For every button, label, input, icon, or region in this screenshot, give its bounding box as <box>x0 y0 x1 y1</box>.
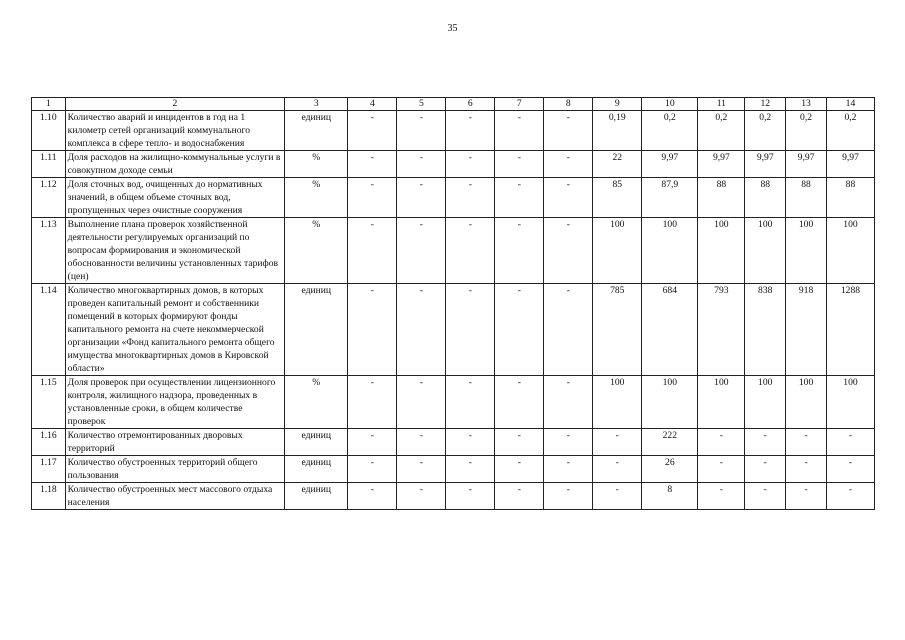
table-row <box>32 376 875 429</box>
value-cell: - <box>745 429 786 456</box>
column-header: 9 <box>593 98 642 111</box>
column-header: 12 <box>745 98 786 111</box>
unit-cell: единиц <box>285 456 348 483</box>
value-cell: 26 <box>642 456 698 483</box>
value-cell: 88 <box>745 178 786 218</box>
value-cell: - <box>544 483 593 510</box>
value-cell: - <box>348 218 397 284</box>
value-cell: - <box>745 456 786 483</box>
value-cell: - <box>446 284 495 376</box>
table-row <box>32 151 875 178</box>
value-cell: 85 <box>593 178 642 218</box>
unit-cell: единиц <box>285 284 348 376</box>
value-cell: - <box>593 456 642 483</box>
value-cell: - <box>446 429 495 456</box>
unit-cell: единиц <box>285 483 348 510</box>
value-cell: - <box>495 218 544 284</box>
value-cell: - <box>593 483 642 510</box>
value-cell: - <box>698 483 745 510</box>
column-header: 14 <box>826 98 874 111</box>
indicators-table <box>31 97 875 510</box>
value-cell: - <box>348 178 397 218</box>
value-cell: 100 <box>826 218 874 284</box>
value-cell: 9,97 <box>786 151 827 178</box>
unit-cell: % <box>285 178 348 218</box>
table-row <box>32 456 875 483</box>
indicator-name: Количество многоквартирных домов, в которых проведен капитальный ремонт и собственники помещений в которых формируют фонды капитального ремонта на счете некоммерческой организации «Фонд капитального ремонта общего имущества многоквартирных домов в Кировской области» <box>65 284 284 376</box>
value-cell: 0,2 <box>786 111 827 151</box>
value-cell: - <box>495 483 544 510</box>
value-cell: 88 <box>698 178 745 218</box>
value-cell: - <box>397 178 446 218</box>
value-cell: 9,97 <box>698 151 745 178</box>
value-cell: - <box>544 218 593 284</box>
value-cell: 9,97 <box>826 151 874 178</box>
value-cell: 785 <box>593 284 642 376</box>
value-cell: 0,2 <box>698 111 745 151</box>
value-cell: - <box>348 151 397 178</box>
header-row <box>32 98 875 111</box>
column-header: 5 <box>397 98 446 111</box>
value-cell: - <box>348 456 397 483</box>
value-cell: - <box>348 111 397 151</box>
value-cell: - <box>495 376 544 429</box>
value-cell: - <box>446 111 495 151</box>
column-header: 13 <box>786 98 827 111</box>
column-header: 10 <box>642 98 698 111</box>
value-cell: - <box>397 284 446 376</box>
value-cell: 793 <box>698 284 745 376</box>
row-number: 1.11 <box>32 151 66 178</box>
value-cell: - <box>544 151 593 178</box>
value-cell: 9,97 <box>642 151 698 178</box>
value-cell: 100 <box>593 376 642 429</box>
value-cell: 684 <box>642 284 698 376</box>
value-cell: - <box>397 218 446 284</box>
value-cell: - <box>348 483 397 510</box>
value-cell: - <box>446 456 495 483</box>
value-cell: - <box>745 483 786 510</box>
row-number: 1.14 <box>32 284 66 376</box>
row-number: 1.10 <box>32 111 66 151</box>
row-number: 1.17 <box>32 456 66 483</box>
value-cell: - <box>446 218 495 284</box>
value-cell: - <box>397 151 446 178</box>
value-cell: - <box>786 429 827 456</box>
value-cell: 222 <box>642 429 698 456</box>
value-cell: - <box>698 456 745 483</box>
column-header: 11 <box>698 98 745 111</box>
value-cell: 8 <box>642 483 698 510</box>
value-cell: - <box>397 111 446 151</box>
value-cell: 87,9 <box>642 178 698 218</box>
value-cell: - <box>397 429 446 456</box>
value-cell: - <box>397 456 446 483</box>
row-number: 1.13 <box>32 218 66 284</box>
value-cell: - <box>698 429 745 456</box>
value-cell: - <box>544 284 593 376</box>
value-cell: - <box>348 284 397 376</box>
table-row <box>32 178 875 218</box>
column-header: 3 <box>285 98 348 111</box>
indicator-name: Доля сточных вод, очищенных до нормативных значений, в общем объеме сточных вод, пропущенных через очистные сооружения <box>65 178 284 218</box>
value-cell: - <box>826 429 874 456</box>
table-body <box>32 111 875 510</box>
value-cell: - <box>495 151 544 178</box>
table-header <box>32 98 875 111</box>
value-cell: - <box>544 456 593 483</box>
table-row <box>32 218 875 284</box>
value-cell: 0,2 <box>826 111 874 151</box>
indicator-name: Количество аварий и инцидентов в год на 1 километр сетей организаций коммунального комплекса в сфере тепло- и водоснабжения <box>65 111 284 151</box>
table-row <box>32 284 875 376</box>
column-header: 6 <box>446 98 495 111</box>
value-cell: - <box>544 178 593 218</box>
value-cell: - <box>348 376 397 429</box>
value-cell: - <box>348 429 397 456</box>
value-cell: 100 <box>745 376 786 429</box>
unit-cell: % <box>285 151 348 178</box>
value-cell: - <box>495 111 544 151</box>
value-cell: - <box>446 178 495 218</box>
value-cell: - <box>495 178 544 218</box>
value-cell: 100 <box>745 218 786 284</box>
value-cell: 918 <box>786 284 827 376</box>
value-cell: 9,97 <box>745 151 786 178</box>
value-cell: 838 <box>745 284 786 376</box>
value-cell: - <box>495 284 544 376</box>
value-cell: 100 <box>642 218 698 284</box>
table-row <box>32 429 875 456</box>
value-cell: 100 <box>786 218 827 284</box>
indicator-name: Количество обустроенных мест массового отдыха населения <box>65 483 284 510</box>
value-cell: - <box>397 483 446 510</box>
unit-cell: % <box>285 218 348 284</box>
value-cell: - <box>544 376 593 429</box>
column-header: 4 <box>348 98 397 111</box>
value-cell: - <box>786 456 827 483</box>
value-cell: - <box>495 429 544 456</box>
row-number: 1.15 <box>32 376 66 429</box>
page-number: 35 <box>447 23 458 34</box>
value-cell: 0,19 <box>593 111 642 151</box>
value-cell: - <box>446 483 495 510</box>
table-row <box>32 111 875 151</box>
value-cell: 100 <box>593 218 642 284</box>
row-number: 1.18 <box>32 483 66 510</box>
indicator-name: Доля проверок при осуществлении лицензионного контроля, жилищного надзора, проведенных в установленные сроки, в общем количестве проверок <box>65 376 284 429</box>
indicator-name: Выполнение плана проверок хозяйственной деятельности регулируемых организаций по вопросам формирования и экономической обоснованности величины установленных тарифов (цен) <box>65 218 284 284</box>
value-cell: 88 <box>786 178 827 218</box>
value-cell: 0,2 <box>642 111 698 151</box>
row-number: 1.12 <box>32 178 66 218</box>
value-cell: 100 <box>698 218 745 284</box>
value-cell: 100 <box>642 376 698 429</box>
value-cell: - <box>397 376 446 429</box>
unit-cell: единиц <box>285 429 348 456</box>
value-cell: - <box>544 111 593 151</box>
value-cell: 22 <box>593 151 642 178</box>
column-header: 8 <box>544 98 593 111</box>
table-row <box>32 483 875 510</box>
value-cell: - <box>826 483 874 510</box>
indicator-name: Количество обустроенных территорий общего пользования <box>65 456 284 483</box>
column-header: 1 <box>32 98 66 111</box>
value-cell: - <box>446 151 495 178</box>
value-cell: 88 <box>826 178 874 218</box>
value-cell: - <box>495 456 544 483</box>
indicator-name: Количество отремонтированных дворовых территорий <box>65 429 284 456</box>
value-cell: - <box>544 429 593 456</box>
indicator-name: Доля расходов на жилищно-коммунальные услуги в совокупном доходе семьи <box>65 151 284 178</box>
unit-cell: % <box>285 376 348 429</box>
value-cell: - <box>593 429 642 456</box>
value-cell: - <box>826 456 874 483</box>
value-cell: 100 <box>826 376 874 429</box>
value-cell: 1288 <box>826 284 874 376</box>
unit-cell: единиц <box>285 111 348 151</box>
row-number: 1.16 <box>32 429 66 456</box>
value-cell: 100 <box>786 376 827 429</box>
value-cell: 100 <box>698 376 745 429</box>
column-header: 2 <box>65 98 284 111</box>
value-cell: 0,2 <box>745 111 786 151</box>
value-cell: - <box>786 483 827 510</box>
value-cell: - <box>446 376 495 429</box>
column-header: 7 <box>495 98 544 111</box>
